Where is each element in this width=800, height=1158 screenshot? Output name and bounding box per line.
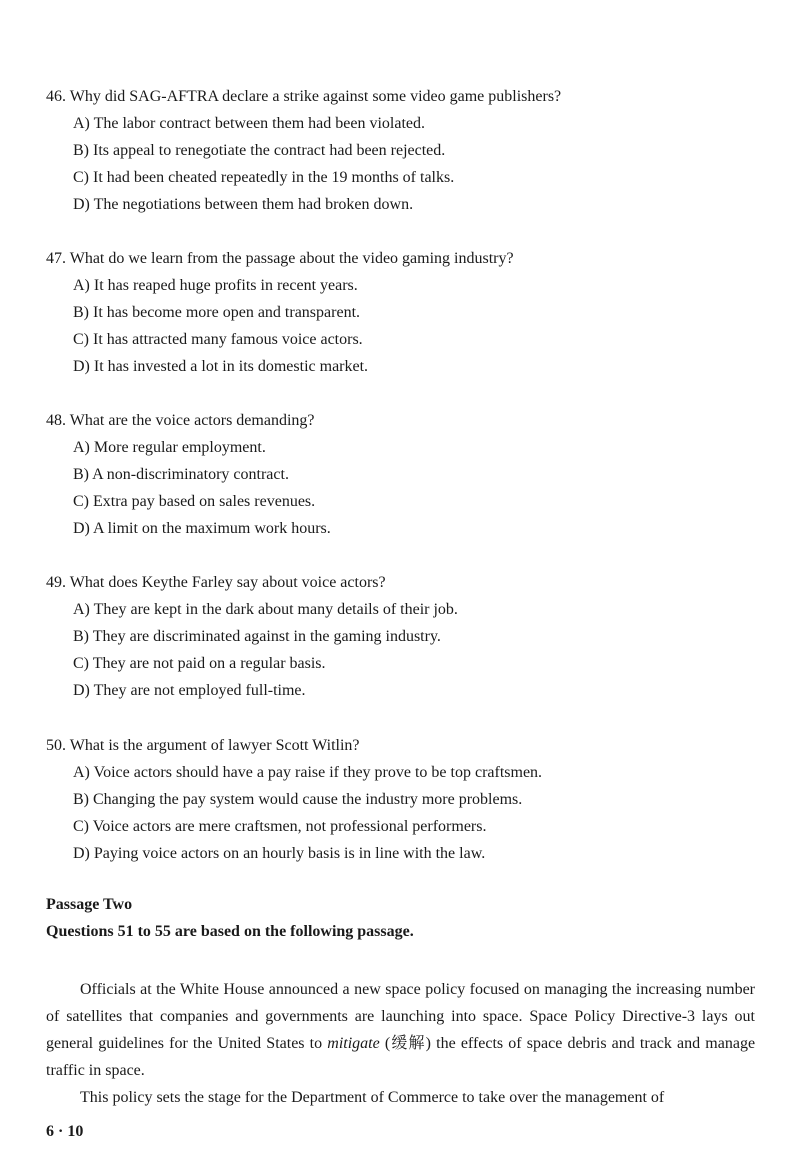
question-47 [46,245,766,380]
option-d: D) It has invested a lot in its domestic market. [73,358,369,375]
option-d: D) The negotiations between them had broken down. [73,196,414,213]
paragraph-text: Officials at the White House announced a new space policy focused on managing the increasing number of satellites that companies and governments are launching into space. Space Policy Directive-3 lays out general guidelines for the United States to [46,981,755,1052]
option-b: B) Its appeal to renegotiate the contract had been rejected. [73,142,446,159]
passage-body [46,976,755,1111]
option-a: A) It has reaped huge profits in recent years. [73,277,358,294]
question-50 [46,732,766,867]
page-number: 6 · 10 [46,1123,84,1140]
option-a: A) The labor contract between them had been violated. [73,115,426,132]
option-a: A) More regular employment. [73,439,266,456]
passage-subtitle: Questions 51 to 55 are based on the following passage. [46,923,414,940]
option-c: C) It has attracted many famous voice actors. [73,331,363,348]
option-c: C) Voice actors are mere craftsmen, not professional performers. [73,818,487,835]
option-b: B) They are discriminated against in the gaming industry. [73,628,441,645]
option-a: A) Voice actors should have a pay raise if they prove to be top craftsmen. [73,764,543,781]
question-stem: 47. What do we learn from the passage about the video gaming industry? [46,250,514,267]
option-c: C) They are not paid on a regular basis. [73,655,326,672]
option-b: B) A non-discriminatory contract. [73,466,289,483]
question-stem: 49. What does Keythe Farley say about voice actors? [46,574,386,591]
option-d: D) They are not employed full-time. [73,682,306,699]
paragraph-text: This policy sets the stage for the Department of Commerce to take over the management of [80,1089,665,1106]
option-d: D) A limit on the maximum work hours. [73,520,331,537]
paragraph-text: the effects of space debris and track and manage traffic in space. [46,1035,756,1079]
question-48 [46,407,766,542]
option-b: B) It has become more open and transparent. [73,304,361,321]
question-stem: 46. Why did SAG-AFTRA declare a strike against some video game publishers? [46,88,562,105]
option-b: B) Changing the pay system would cause the industry more problems. [73,791,523,808]
passage-title: Passage Two [46,896,133,913]
chinese-gloss: (缓解) [384,1035,431,1052]
question-46 [46,83,766,218]
option-c: C) It had been cheated repeatedly in the 19 months of talks. [73,169,455,186]
option-a: A) They are kept in the dark about many details of their job. [73,601,458,618]
glossed-word: mitigate [327,1035,380,1052]
question-stem: 48. What are the voice actors demanding? [46,412,315,429]
question-stem: 50. What is the argument of lawyer Scott Witlin? [46,737,360,754]
option-c: C) Extra pay based on sales revenues. [73,493,316,510]
question-49 [46,569,766,704]
passage-paragraph-1 [46,976,755,1084]
passage-paragraph-2 [46,1084,755,1111]
option-d: D) Paying voice actors on an hourly basis is in line with the law. [73,845,486,862]
